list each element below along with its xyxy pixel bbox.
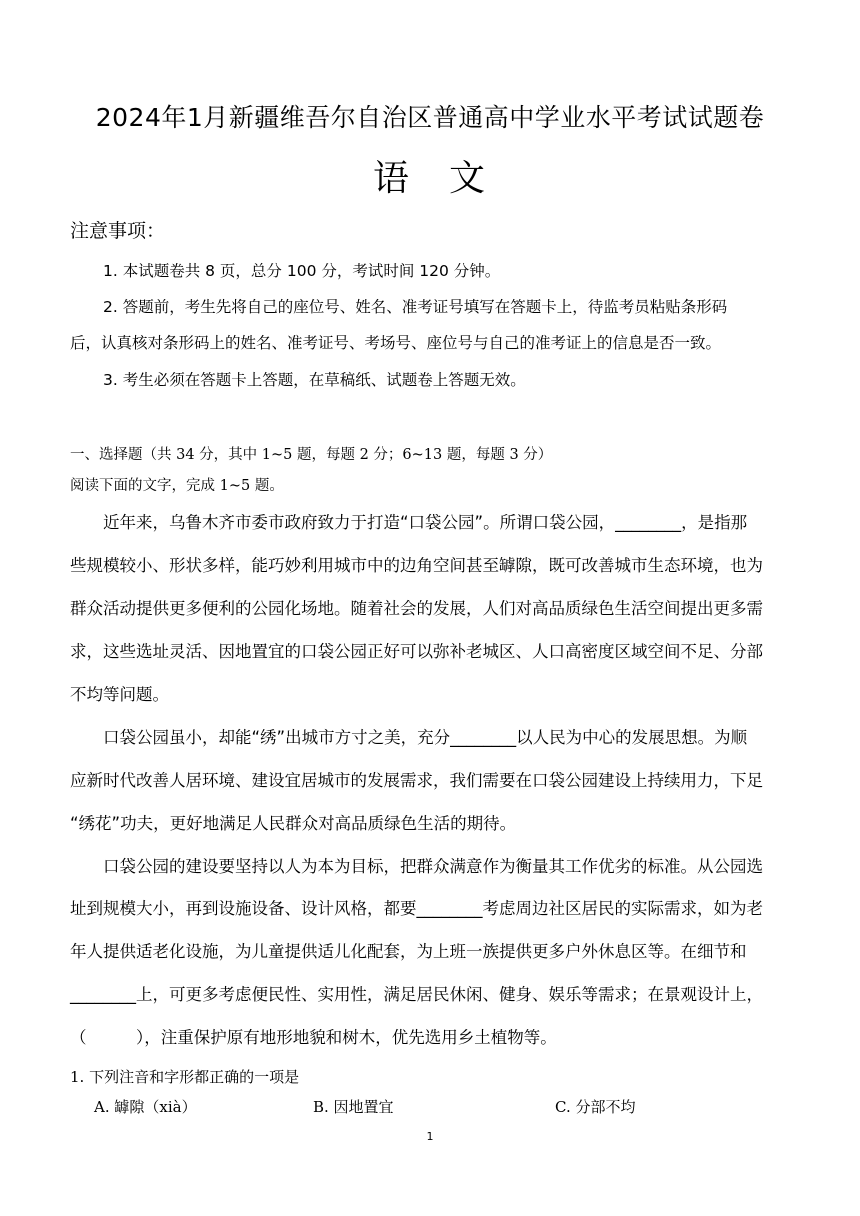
- exam-title: 2024年1月新疆维吾尔自治区普通高中学业水平考试试题卷: [95, 103, 765, 132]
- passage-line: “绣花”功夫，更好地满足人民群众对高品质绿色生活的期待。: [70, 814, 517, 833]
- reading-instruction: 阅读下面的文字，完成 1~5 题。: [70, 478, 284, 494]
- passage-line: 口袋公园虽小，却能“绣”出城市方寸之美，充分________以人民为中心的发展思想。为顺: [103, 728, 748, 747]
- note-item-3: 3. 考生必须在答题卡上答题，在草稿纸、试题卷上答题无效。: [103, 371, 526, 389]
- passage-line: 址到规模大小，再到设施设备、设计风格，都要________考虑周边社区居民的实际需求，如为老: [70, 899, 763, 918]
- notes-heading: 注意事项：: [70, 220, 166, 242]
- passage-line: 求，这些选址灵活、因地置宜的口袋公园正好可以弥补老城区、人口高密度区域空间不足、分部: [70, 642, 763, 661]
- option-a: A. 罅隙（xià）: [94, 1098, 197, 1116]
- passage-line: ________上，可更多考虑便民性、实用性，满足居民休闲、健身、娱乐等需求；在景观设计上，: [70, 985, 763, 1004]
- passage-line: 近年来，乌鲁木齐市委市政府致力于打造“口袋公园”。所谓口袋公园，________，是指那: [103, 513, 748, 532]
- subject-title: 语 文: [372, 158, 487, 199]
- question-stem: 1. 下列注音和字形都正确的一项是: [70, 1068, 300, 1086]
- passage-line: 口袋公园的建设要坚持以人为本为目标，把群众满意作为衡量其工作优劣的标准。从公园选: [103, 857, 763, 876]
- note-item-2: 2. 答题前，考生先将自己的座位号、姓名、准考证号填写在答题卡上，待监考员粘贴条形码: [103, 298, 728, 316]
- option-b: B. 因地置宜: [313, 1098, 394, 1116]
- option-c: C. 分部不均: [555, 1098, 636, 1116]
- passage-line: 应新时代改善人居环境、建设宜居城市的发展需求，我们需要在口袋公园建设上持续用力，下足: [70, 771, 763, 790]
- page-number: 1: [426, 1130, 434, 1143]
- passage-line: 年人提供适老化设施，为儿童提供适儿化配套，为上班一族提供更多户外休息区等。在细节和: [70, 942, 747, 961]
- passage-line: （ ），注重保护原有地形地貌和树木，优先选用乡土植物等。: [70, 1028, 557, 1047]
- section-heading: 一、选择题（共 34 分，其中 1~5 题，每题 2 分；6~13 题，每题 3 分）: [70, 447, 553, 463]
- note-item-2-cont: 后，认真核对条形码上的姓名、准考证号、考场号、座位号与自己的准考证上的信息是否一致。: [70, 334, 722, 352]
- passage-line: 群众活动提供更多便利的公园化场地。随着社会的发展，人们对高品质绿色生活空间提出更多需: [70, 599, 763, 618]
- passage-line: 不均等问题。: [70, 685, 169, 704]
- note-item-1: 1. 本试题卷共 8 页，总分 100 分，考试时间 120 分钟。: [103, 262, 501, 280]
- passage-line: 些规模较小、形状多样，能巧妙利用城市中的边角空间甚至罅隙，既可改善城市生态环境，也为: [70, 556, 763, 575]
